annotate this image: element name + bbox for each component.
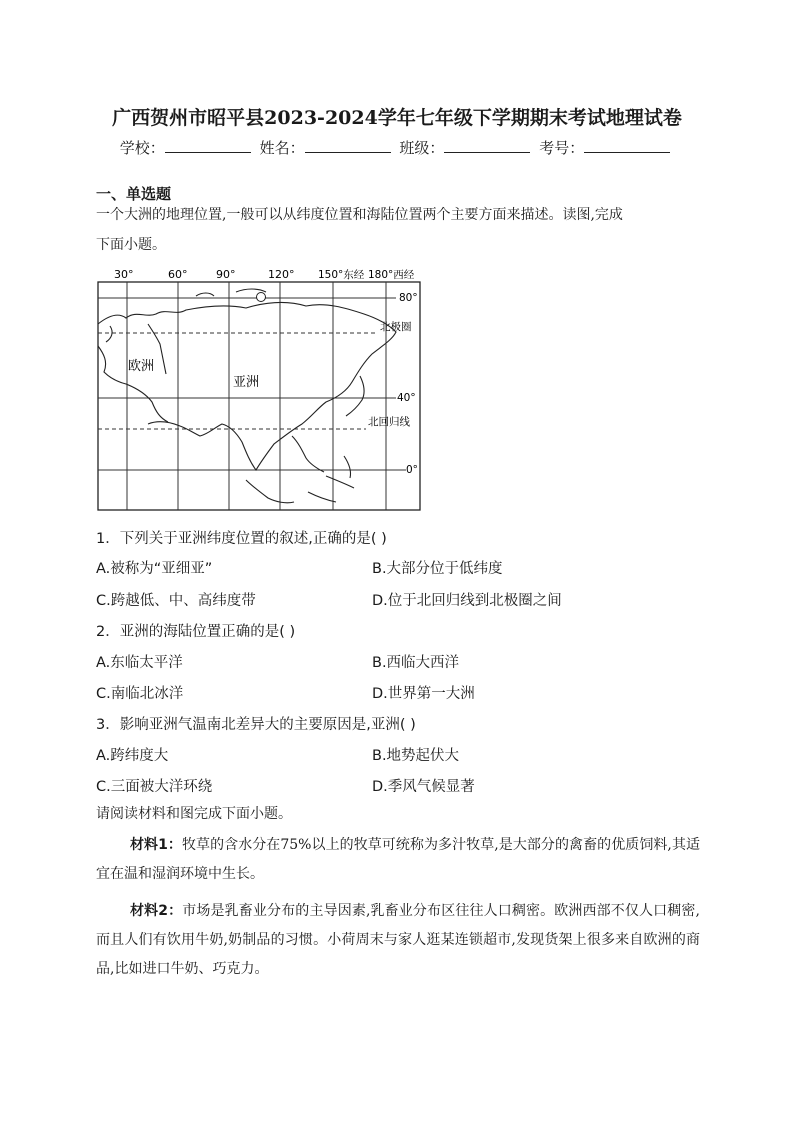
material-1-text: 牧草的含水分在75%以上的牧草可统称为多汁牧草,是大部分的禽畜的优质饲料,其适宜在温和湿润环境中生长。 [96, 837, 700, 882]
reading-intro: 请阅读材料和图完成下面小题。 [96, 806, 292, 822]
material-1-label: 材料1： [130, 837, 182, 853]
name-label: 姓名： [259, 139, 305, 157]
section-heading: 一、单选题 [96, 185, 172, 203]
q1-option-d[interactable]: D.位于北回归线到北极圈之间 [372, 593, 562, 609]
lat-label-0: 0° [406, 464, 418, 476]
q1-option-b[interactable]: B.大部分位于低纬度 [372, 561, 503, 577]
lon-label-30: 30° [114, 268, 134, 281]
lat-label-arctic-circle: 北极圈 [380, 321, 412, 333]
school-label: 学校： [119, 139, 165, 157]
lon-label-60: 60° [168, 268, 188, 281]
name-blank[interactable] [305, 140, 391, 153]
q2-option-b[interactable]: B.西临大西洋 [372, 655, 460, 671]
intro-paragraph [96, 200, 706, 260]
q2-option-d[interactable]: D.世界第一大洲 [372, 686, 475, 702]
q1-option-a[interactable]: A.被称为“亚细亚” [96, 561, 213, 577]
q3-option-c[interactable]: C.三面被大洋环绕 [96, 779, 213, 795]
question-1-stem: 1．下列关于亚洲纬度位置的叙述,正确的是( ) [96, 531, 387, 547]
material-2-text: 市场是乳畜业分布的主导因素,乳畜业分布区往往人口稠密。欧洲西部不仅人口稠密,而且人们有饮用牛奶,奶制品的习惯。小荷周末与家人逛某连锁超市,发现货架上很多来自欧洲的商品,比如进口牛奶、巧克力。 [96, 903, 700, 977]
class-blank[interactable] [444, 140, 530, 153]
lon-label-90: 90° [216, 268, 236, 281]
q1-option-c[interactable]: C.跨越低、中、高纬度带 [96, 593, 256, 609]
material-2 [96, 897, 700, 984]
coastlines [98, 289, 396, 503]
intro-line-1: 一个大洲的地理位置,一般可以从纬度位置和海陆位置两个主要方面来描述。读图,完成 [96, 207, 623, 223]
material-2-label: 材料2： [130, 903, 183, 919]
polar-marker-icon [257, 293, 266, 302]
material-1 [96, 831, 700, 889]
lon-label-150e: 150°东经 [318, 269, 365, 281]
class-label: 班级： [399, 139, 445, 157]
school-blank[interactable] [165, 140, 251, 153]
asia-label: 亚洲 [233, 375, 260, 390]
exam-title: 广西贺州市昭平县2023-2024学年七年级下学期期末考试地理试卷 [112, 107, 682, 129]
lon-label-120: 120° [268, 268, 295, 281]
lon-label-180w: 180°西经 [368, 269, 415, 281]
number-label: 考号： [539, 139, 585, 157]
q3-option-a[interactable]: A.跨纬度大 [96, 748, 169, 764]
number-blank[interactable] [584, 140, 670, 153]
q3-option-d[interactable]: D.季风气候显著 [372, 779, 475, 795]
question-2-stem: 2．亚洲的海陆位置正确的是( ) [96, 624, 296, 640]
intro-line-2: 下面小题。 [96, 237, 166, 253]
q2-option-c[interactable]: C.南临北冰洋 [96, 686, 184, 702]
lat-label-40: 40° [397, 392, 416, 404]
asia-map-figure [96, 266, 422, 512]
q2-option-a[interactable]: A.东临太平洋 [96, 655, 183, 671]
lat-label-80: 80° [399, 292, 418, 304]
lat-label-tropic-cancer: 北回归线 [368, 416, 410, 428]
europe-label: 欧洲 [128, 359, 155, 374]
q3-option-b[interactable]: B.地势起伏大 [372, 748, 460, 764]
question-3-stem: 3．影响亚洲气温南北差异大的主要原因是,亚洲( ) [96, 717, 416, 733]
meridians [127, 282, 386, 510]
student-info-line [0, 137, 794, 158]
